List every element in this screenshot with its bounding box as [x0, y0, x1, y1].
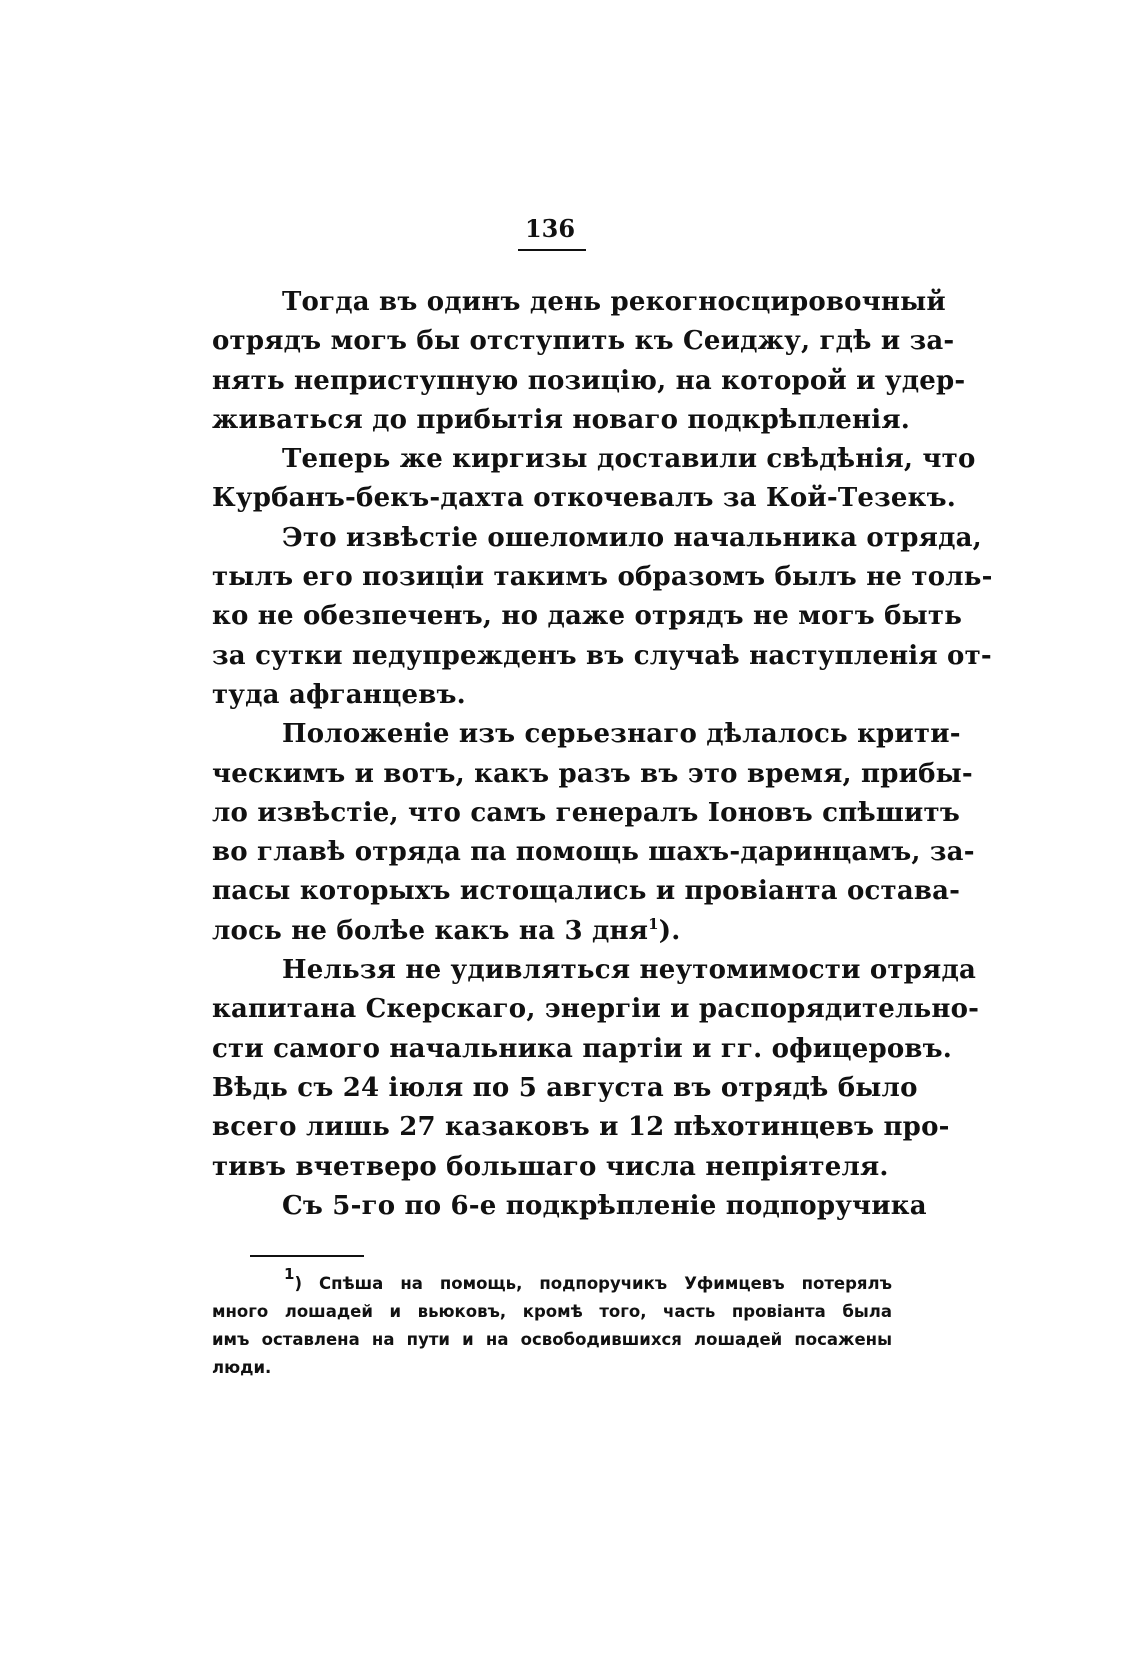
- paragraph: [212, 440, 976, 519]
- footnote-line: люди.: [212, 1358, 272, 1377]
- footnote-reference[interactable]: 1: [648, 914, 659, 933]
- text-line: ко не обезпеченъ, но даже отрядъ не могъ быть: [212, 601, 963, 632]
- paragraph: [212, 715, 975, 951]
- page-number-rule: [518, 249, 586, 251]
- text-line-tail: ).: [658, 915, 681, 946]
- footnote: [212, 1265, 892, 1382]
- text-line: всего лишь 27 казаковъ и 12 пѣхотинцевъ про-: [212, 1112, 950, 1143]
- text-line: во главѣ отряда па помощь шахъ-даринцамъ, за-: [212, 837, 975, 868]
- paragraph: [212, 1187, 927, 1226]
- paragraph: [212, 283, 966, 440]
- text-line: живаться до прибытія новаго подкрѣпленія.: [212, 404, 910, 435]
- footnote-line: много лошадей и вьюковъ, кромѣ того, часть провіанта была: [212, 1302, 892, 1321]
- text-line: ло извѣстіе, что самъ генералъ Іоновъ спѣшитъ: [212, 797, 960, 828]
- footnote-line: [212, 1265, 892, 1298]
- text-line: за сутки педупрежденъ въ случаѣ наступленія от-: [212, 640, 992, 671]
- footnote-marker-suffix: ): [294, 1274, 302, 1293]
- text-line: Положеніе изъ серьезнаго дѣлалось крити-: [282, 719, 961, 750]
- footnote-line: имъ оставлена на пути и на освободившихся лошадей посажены: [212, 1330, 892, 1349]
- text-line: Нельзя не удивляться неутомимости отряда: [282, 955, 977, 986]
- text-line-content: лось не болѣе какъ на 3 дня: [212, 915, 649, 946]
- footnote-marker: 1: [284, 1265, 295, 1283]
- text-line: Курбанъ-бекъ-дахта откочевалъ за Кой-Тезекъ.: [212, 483, 957, 514]
- text-line: нять неприступную позицію, на которой и удер-: [212, 365, 966, 396]
- page-number: 136: [524, 214, 576, 243]
- text-line: тивъ вчетверо большаго числа непріятеля.: [212, 1151, 889, 1182]
- text-line: отрядъ могъ бы отступить къ Сеиджу, гдѣ и за-: [212, 326, 955, 357]
- text-line: ческимъ и вотъ, какъ разъ въ это время, прибы-: [212, 758, 973, 789]
- text-line: Вѣдь съ 24 іюля по 5 августа въ отрядѣ было: [212, 1072, 918, 1103]
- text-line: Съ 5-го по 6-е подкрѣпленіе подпоручика: [282, 1190, 927, 1221]
- paragraph: [212, 951, 980, 1187]
- text-line: Тогда въ одинъ день рекогносцировочный: [282, 287, 946, 317]
- text-line: туда афганцевъ.: [212, 679, 466, 710]
- body-text: [212, 283, 993, 1226]
- text-line: сти самого начальника партіи и гг. офицеровъ.: [212, 1033, 953, 1064]
- text-line: [212, 912, 892, 951]
- text-line: Это извѣстіе ошеломило начальника отряда,: [282, 522, 982, 553]
- text-line: тылъ его позиціи такимъ образомъ былъ не толь-: [212, 562, 993, 593]
- footnote-line-content: Спѣша на помощь, подпоручикъ Уфимцевъ потерялъ: [319, 1274, 892, 1293]
- text-line: капитана Скерскаго, энергіи и распорядительно-: [212, 994, 980, 1025]
- text-line: пасы которыхъ истощались и провіанта остава-: [212, 876, 961, 907]
- footnote-rule: [250, 1255, 364, 1257]
- paragraph: [212, 519, 993, 715]
- text-line: Теперь же киргизы доставили свѣдѣнія, что: [282, 444, 976, 475]
